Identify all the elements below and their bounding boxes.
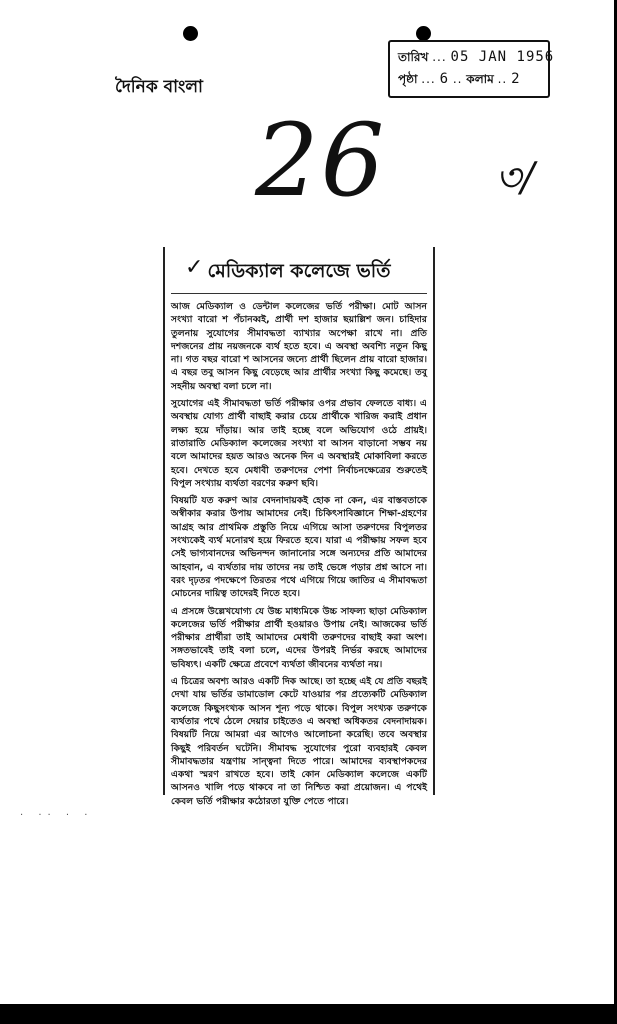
article-paragraph-1: আজ মেডিক্যাল ও ডেন্টাল কলেজের ভর্তি পরীক্ষা। মোট আসন সংখ্যা বারো শ পঁচানব্বই, প্রার্থী দশ হাজার ছয়াল্লিশ জন। চাহিদার তুলনায় সুযোগের সীমাবদ্ধতা ব্যাখ্যার অপেক্ষা রাখে না। প্রতি দশজনের প্রায় নয়জনকে ব্যর্থ হতে হবে। এ অবস্থা অবশ্যি নতুন কিছু না। গত বছর বারো শ আসনের জন্যে প্রার্থী ছিলেন প্রায় বারো হাজার। এ বছর তবু আসন কিছু বেড়েছে আর প্রার্থীর সংখ্যা কিছু কমেছে। তবু সহনীয় অবস্থা বলা চলে না। — [171, 301, 427, 392]
scan-specks: · ·· · · — [20, 810, 94, 821]
handwritten-corner-mark: ৩/ — [495, 155, 535, 201]
article-paragraph-2: সুযোগের এই সীমাবদ্ধতা ভর্তি পরীক্ষার ওপর প্রভাব ফেলতে বাধ্য। এ অবস্থায় যোগ্য প্রার্থী বাছাই করার চেয়ে প্রার্থীকে খারিজ করাই প্রধান লক্ষ্য হয়ে দাঁড়ায়। আর তাই হচ্ছে বলে অভিযোগ ওঠে প্রায়ই। রাতারাতি মেডিক্যাল কলেজের সংখ্যা বা আসন বাড়ানো সম্ভব নয় বলে আমাদের হয়ত আরও অনেক দিন এ অবস্থারই মোকাবিলা করতে হবে। দেখতে হবে মেধাবী তরুণদের পেশা নির্বাচনক্ষেত্রের শুরুতেই বিপুল সংখ্যায় ব্যর্থতা বরণের করুণ ছবি। — [171, 398, 427, 489]
stamp-date-value: 05 JAN 1956 — [450, 49, 555, 65]
stamp-column-label: কলাম — [466, 72, 494, 86]
stamp-column-value: 2 — [511, 71, 521, 87]
handwritten-folio-number: 26 — [255, 102, 387, 219]
article-paragraph-5: এ চিত্রের অবশ্য আরও একটি দিক আছে। তা হচ্ছে এই যে প্রতি বছরই দেখা যায় ভর্তির ডামাডোল কেটে যাওয়ার পর প্রত্যেকটি মেডিক্যাল কলেজে কিছুসংখ্যক আসন শূন্য পড়ে থাকে। বিপুল সংখ্যক তরুণকে ব্যর্থতার পথে ঠেলে দেয়ার চাইতেও এ অবস্থা অধিকতর বেদনাদায়ক। বিষয়টি নিয়ে আমরা এর আগেও আলোচনা করেছি। তবে অবস্থার কিছুই পরিবর্তন ঘটেনি। সীমাবদ্ধ সুযোগের পুরো ব্যবহারই কেবল সীমাবদ্ধতার যন্ত্রণায় সান্ত্বনা দিতে পারে। আমাদের ব্যবস্থাপকদের একথা স্মরণ রাখতে হবে। তাই কোন মেডিক্যাল কলেজে একটি আসনও খালি পড়ে থাকবে না তা নিশ্চিত করা প্রয়োজন। এ পথেই কেবল ভর্তি পরীক্ষার কঠোরতা যুক্তি পেতে পারে। — [171, 676, 427, 807]
article-paragraph-3: বিষয়টি যত করুণ আর বেদনাদায়কই হোক না কেন, এর বাস্তবতাকে অস্বীকার করার উপায় আমাদের নেই। চিকিৎসাবিজ্ঞানে শিক্ষা-গ্রহণের আগ্রহ আর প্রাথমিক প্রস্তুতি নিয়ে এগিয়ে আসা তরুণদের বিপুলতর সংখ্যকেই ব্যর্থ মনোরথ হয়ে ফিরতে হবে। যারা এ পরীক্ষায় সফল হবে সেই ভাগ্যবানদের অভিনন্দন জানানোর সঙ্গে অন্যদের প্রতি আমাদের আহবান, এ ব্যর্থতার দায় তাদের নয় তাই ভেঙ্গে পড়ার প্রশ্ন আসে না। বরং দৃঢ়তর পদক্ষেপে তিরতর পথে এগিয়ে গিয়ে জাতির এ সীমাবদ্ধতা মোচনের দায়িত্ব তাদেরই নিতে হবে। — [171, 495, 427, 600]
stamp-page-label: পৃষ্ঠা — [398, 72, 418, 86]
article-headline — [171, 253, 427, 294]
date-stamp — [388, 40, 555, 98]
headline-swash-icon: ✓ — [185, 255, 204, 280]
article-clipping — [163, 247, 435, 807]
punch-hole-right — [416, 26, 431, 41]
stamp-date-row: তারিখ ... 05 JAN 1956 — [398, 49, 555, 65]
scan-edge-bottom — [0, 1004, 617, 1024]
article-headline-text: মেডিক্যাল কলেজে ভর্তি — [207, 260, 391, 282]
newspaper-name: দৈনিক বাংলা — [115, 77, 203, 97]
punch-hole-left — [183, 26, 198, 41]
stamp-page-value: 6 — [439, 71, 449, 87]
stamp-date-label: তারিখ — [398, 50, 429, 64]
article-paragraph-4: এ প্রসঙ্গে উল্লেখযোগ্য যে উচ্চ মাধ্যমিকে উচ্চ সাফল্য ছাড়া মেডিক্যাল কলেজের ভর্তি পরীক্ষার প্রার্থী হওয়ারও উপায় নেই। আজকের ভর্তি পরীক্ষার প্রার্থীরা তাই আমাদের মেধাবী তরুণদের বাছাই করা অংশ। সঙ্গতভাবেই তাই বলা চলে, এদের উপরই নির্ভর করছে আমাদের ভবিষ্যৎ। একটি ক্ষেত্রে প্রবেশে ব্যর্থতা জীবনের ব্যর্থতা নয়। — [171, 605, 427, 670]
stamp-page-row: পৃষ্ঠা ... 6 .. কলাম .. 2 — [398, 71, 521, 87]
